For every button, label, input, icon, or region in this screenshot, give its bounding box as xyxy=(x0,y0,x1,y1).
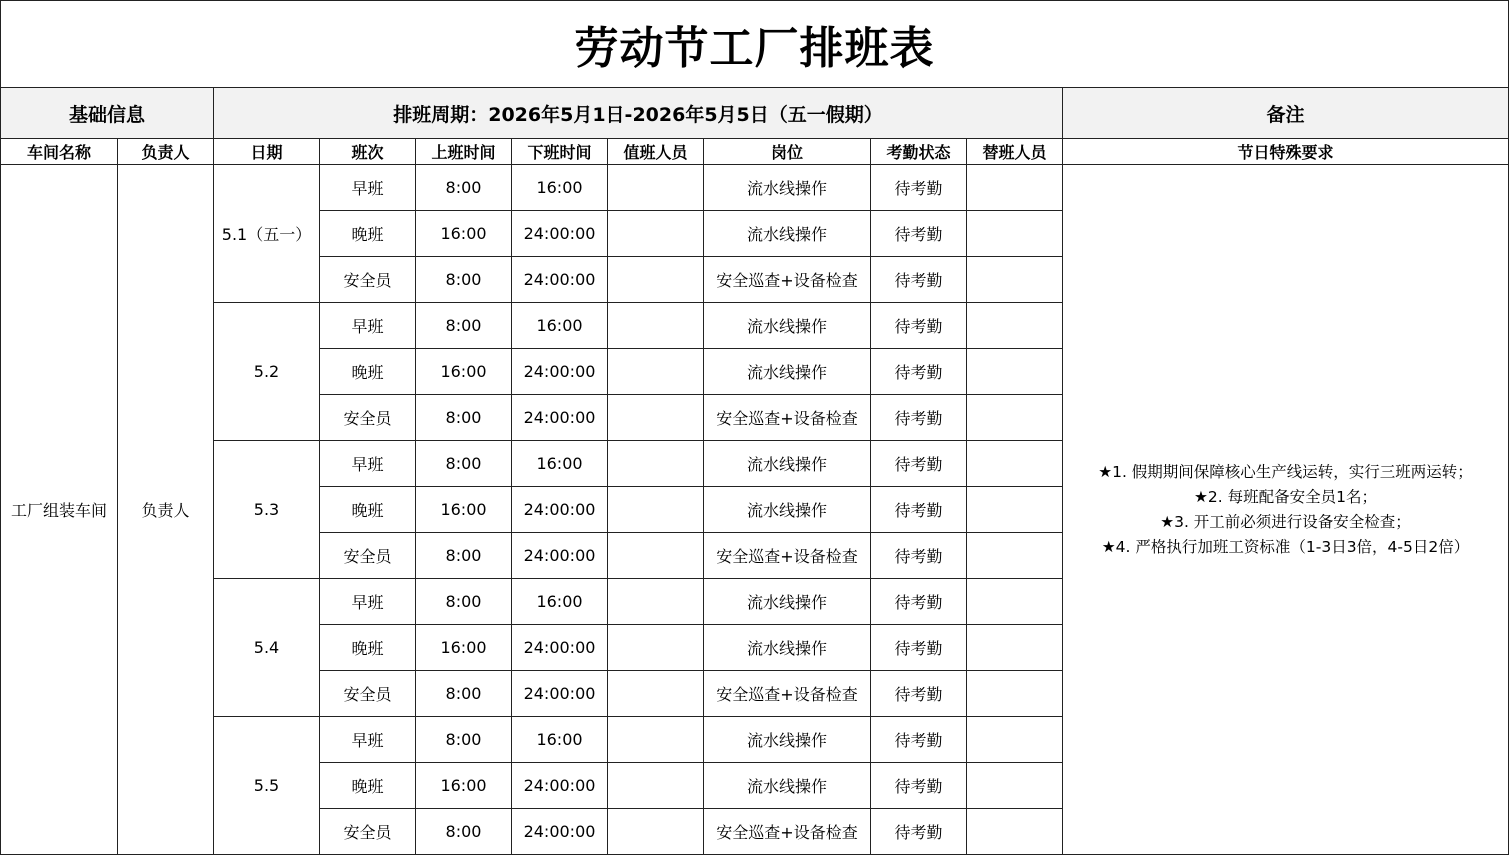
end-time-cell[interactable]: 24:00:00 xyxy=(512,625,608,671)
substitute-cell[interactable] xyxy=(967,671,1063,717)
shift-cell[interactable]: 安全员 xyxy=(320,257,416,303)
end-time-cell[interactable]: 24:00:00 xyxy=(512,487,608,533)
requirement-note: ★2. 每班配备安全员1名； xyxy=(1194,487,1377,506)
attendance-cell[interactable]: 待考勤 xyxy=(871,671,967,717)
post-cell[interactable]: 流水线操作 xyxy=(704,763,871,809)
staff-cell[interactable] xyxy=(608,349,704,395)
substitute-cell[interactable] xyxy=(967,809,1063,855)
end-time-cell[interactable]: 24:00:00 xyxy=(512,257,608,303)
substitute-cell[interactable] xyxy=(967,763,1063,809)
shift-cell[interactable]: 晚班 xyxy=(320,487,416,533)
special-requirements-cell[interactable] xyxy=(1063,165,1509,855)
substitute-cell[interactable] xyxy=(967,211,1063,257)
staff-cell[interactable] xyxy=(608,763,704,809)
date-header[interactable]: 日期 xyxy=(214,139,320,165)
substitute-cell[interactable] xyxy=(967,579,1063,625)
shift-header[interactable]: 班次 xyxy=(320,139,416,165)
staff-cell[interactable] xyxy=(608,211,704,257)
requirement-note: ★3. 开工前必须进行设备安全检查； xyxy=(1160,512,1411,531)
shift-cell[interactable]: 早班 xyxy=(320,165,416,211)
start-time-cell[interactable]: 16:00 xyxy=(416,349,512,395)
attendance-cell[interactable]: 待考勤 xyxy=(871,809,967,855)
attendance-cell[interactable]: 待考勤 xyxy=(871,763,967,809)
workshop-cell[interactable]: 工厂组装车间 xyxy=(1,165,118,855)
substitute-cell[interactable] xyxy=(967,165,1063,211)
shift-cell[interactable]: 安全员 xyxy=(320,395,416,441)
manager-header[interactable]: 负责人 xyxy=(118,139,214,165)
end-time-cell[interactable]: 24:00:00 xyxy=(512,395,608,441)
staff-cell[interactable] xyxy=(608,487,704,533)
post-cell[interactable]: 安全巡查+设备检查 xyxy=(704,809,871,855)
staff-cell[interactable] xyxy=(608,625,704,671)
post-cell[interactable]: 安全巡查+设备检查 xyxy=(704,395,871,441)
substitute-cell[interactable] xyxy=(967,349,1063,395)
post-cell[interactable]: 流水线操作 xyxy=(704,717,871,763)
requirement-note: ★4. 严格执行加班工资标准（1-3日3倍，4-5日2倍） xyxy=(1101,537,1470,556)
end-time-cell[interactable]: 16:00 xyxy=(512,303,608,349)
date-cell[interactable]: 5.5 xyxy=(214,717,320,855)
workshop-header[interactable]: 车间名称 xyxy=(1,139,118,165)
substitute-cell[interactable] xyxy=(967,441,1063,487)
substitute-cell[interactable] xyxy=(967,303,1063,349)
shift-cell[interactable]: 安全员 xyxy=(320,533,416,579)
post-header[interactable]: 岗位 xyxy=(704,139,871,165)
substitute-cell[interactable] xyxy=(967,257,1063,303)
attendance-header[interactable]: 考勤状态 xyxy=(871,139,967,165)
post-cell[interactable]: 流水线操作 xyxy=(704,303,871,349)
requirement-note: ★1. 假期期间保障核心生产线运转，实行三班两运转； xyxy=(1098,462,1473,481)
attendance-cell[interactable]: 待考勤 xyxy=(871,257,967,303)
substitute-cell[interactable] xyxy=(967,533,1063,579)
post-cell[interactable]: 流水线操作 xyxy=(704,441,871,487)
start-time-cell[interactable]: 8:00 xyxy=(416,441,512,487)
start-time-header[interactable]: 上班时间 xyxy=(416,139,512,165)
post-cell[interactable]: 流水线操作 xyxy=(704,487,871,533)
staff-cell[interactable] xyxy=(608,165,704,211)
section-remarks[interactable]: 备注 xyxy=(1063,88,1509,139)
start-time-cell[interactable]: 16:00 xyxy=(416,763,512,809)
end-time-cell[interactable]: 24:00:00 xyxy=(512,349,608,395)
section-schedule-period[interactable]: 排班周期：2026年5月1日-2026年5月5日（五一假期） xyxy=(214,88,1063,139)
post-cell[interactable]: 安全巡查+设备检查 xyxy=(704,671,871,717)
start-time-cell[interactable]: 16:00 xyxy=(416,211,512,257)
attendance-cell[interactable]: 待考勤 xyxy=(871,211,967,257)
shift-cell[interactable]: 安全员 xyxy=(320,671,416,717)
special-requirements-header[interactable]: 节日特殊要求 xyxy=(1063,139,1509,165)
date-cell[interactable]: 5.1（五一） xyxy=(214,165,320,303)
shift-cell[interactable]: 晚班 xyxy=(320,349,416,395)
start-time-cell[interactable]: 8:00 xyxy=(416,533,512,579)
start-time-cell[interactable]: 8:00 xyxy=(416,395,512,441)
date-cell[interactable]: 5.4 xyxy=(214,579,320,717)
shift-cell[interactable]: 安全员 xyxy=(320,809,416,855)
start-time-cell[interactable]: 16:00 xyxy=(416,487,512,533)
shift-cell[interactable]: 晚班 xyxy=(320,625,416,671)
end-time-cell[interactable]: 24:00:00 xyxy=(512,809,608,855)
post-cell[interactable]: 安全巡查+设备检查 xyxy=(704,257,871,303)
start-time-cell[interactable]: 8:00 xyxy=(416,809,512,855)
shift-cell[interactable]: 晚班 xyxy=(320,763,416,809)
attendance-cell[interactable]: 待考勤 xyxy=(871,441,967,487)
substitute-cell[interactable] xyxy=(967,717,1063,763)
start-time-cell[interactable]: 8:00 xyxy=(416,303,512,349)
attendance-cell[interactable]: 待考勤 xyxy=(871,579,967,625)
end-time-header[interactable]: 下班时间 xyxy=(512,139,608,165)
shift-cell[interactable]: 早班 xyxy=(320,303,416,349)
staff-cell[interactable] xyxy=(608,717,704,763)
section-basic-info[interactable]: 基础信息 xyxy=(1,88,214,139)
start-time-cell[interactable]: 8:00 xyxy=(416,579,512,625)
staff-cell[interactable] xyxy=(608,257,704,303)
substitute-cell[interactable] xyxy=(967,395,1063,441)
attendance-cell[interactable]: 待考勤 xyxy=(871,717,967,763)
attendance-cell[interactable]: 待考勤 xyxy=(871,395,967,441)
post-cell[interactable]: 流水线操作 xyxy=(704,579,871,625)
shift-cell[interactable]: 晚班 xyxy=(320,211,416,257)
attendance-cell[interactable]: 待考勤 xyxy=(871,303,967,349)
end-time-cell[interactable]: 16:00 xyxy=(512,165,608,211)
end-time-cell[interactable]: 16:00 xyxy=(512,579,608,625)
sheet-title[interactable]: 劳动节工厂排班表 xyxy=(1,1,1509,88)
start-time-cell[interactable]: 8:00 xyxy=(416,717,512,763)
staff-header[interactable]: 值班人员 xyxy=(608,139,704,165)
date-cell[interactable]: 5.2 xyxy=(214,303,320,441)
end-time-cell[interactable]: 24:00:00 xyxy=(512,763,608,809)
post-cell[interactable]: 流水线操作 xyxy=(704,211,871,257)
attendance-cell[interactable]: 待考勤 xyxy=(871,533,967,579)
post-cell[interactable]: 流水线操作 xyxy=(704,625,871,671)
shift-cell[interactable]: 早班 xyxy=(320,579,416,625)
staff-cell[interactable] xyxy=(608,671,704,717)
end-time-cell[interactable]: 16:00 xyxy=(512,717,608,763)
substitute-cell[interactable] xyxy=(967,625,1063,671)
staff-cell[interactable] xyxy=(608,809,704,855)
start-time-cell[interactable]: 8:00 xyxy=(416,257,512,303)
attendance-cell[interactable]: 待考勤 xyxy=(871,349,967,395)
date-cell[interactable]: 5.3 xyxy=(214,441,320,579)
end-time-cell[interactable]: 24:00:00 xyxy=(512,671,608,717)
post-cell[interactable]: 流水线操作 xyxy=(704,165,871,211)
staff-cell[interactable] xyxy=(608,395,704,441)
table-row xyxy=(1,165,1509,211)
attendance-cell[interactable]: 待考勤 xyxy=(871,487,967,533)
post-cell[interactable]: 安全巡查+设备检查 xyxy=(704,533,871,579)
substitute-header[interactable]: 替班人员 xyxy=(967,139,1063,165)
attendance-cell[interactable]: 待考勤 xyxy=(871,625,967,671)
manager-cell[interactable]: 负责人 xyxy=(118,165,214,855)
end-time-cell[interactable]: 24:00:00 xyxy=(512,211,608,257)
shift-cell[interactable]: 早班 xyxy=(320,717,416,763)
shift-cell[interactable]: 早班 xyxy=(320,441,416,487)
start-time-cell[interactable]: 16:00 xyxy=(416,625,512,671)
start-time-cell[interactable]: 8:00 xyxy=(416,671,512,717)
staff-cell[interactable] xyxy=(608,579,704,625)
staff-cell[interactable] xyxy=(608,441,704,487)
end-time-cell[interactable]: 24:00:00 xyxy=(512,533,608,579)
staff-cell[interactable] xyxy=(608,303,704,349)
post-cell[interactable]: 流水线操作 xyxy=(704,349,871,395)
substitute-cell[interactable] xyxy=(967,487,1063,533)
attendance-cell[interactable]: 待考勤 xyxy=(871,165,967,211)
staff-cell[interactable] xyxy=(608,533,704,579)
start-time-cell[interactable]: 8:00 xyxy=(416,165,512,211)
end-time-cell[interactable]: 16:00 xyxy=(512,441,608,487)
